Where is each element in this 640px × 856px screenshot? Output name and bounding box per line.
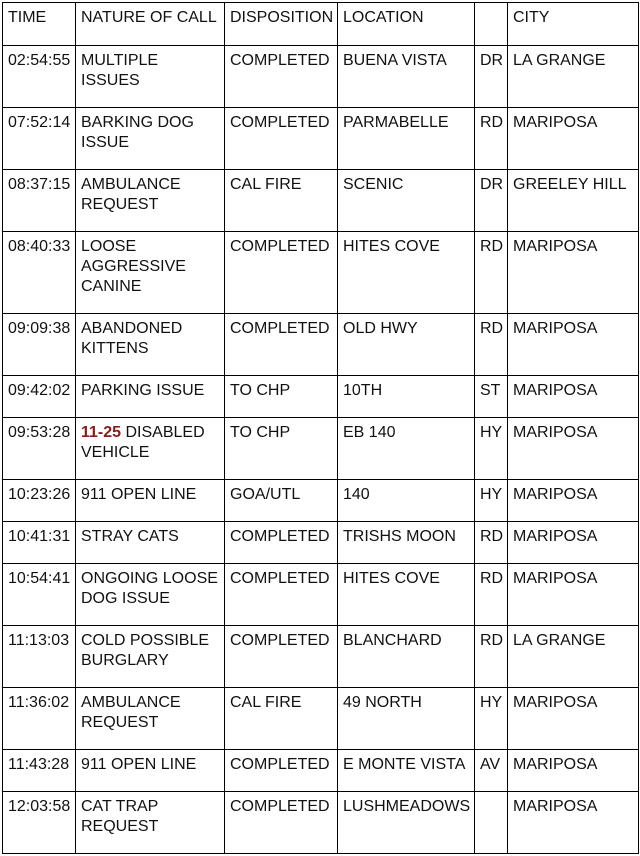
nature-text: 911 OPEN LINE <box>81 756 197 773</box>
cell-disposition: COMPLETED <box>225 108 338 170</box>
cell-street-suffix: RD <box>475 314 508 376</box>
cell-disposition: COMPLETED <box>225 232 338 314</box>
cell-nature-of-call <box>76 626 225 688</box>
table-row <box>3 314 639 376</box>
cell-street-suffix: DR <box>475 46 508 108</box>
cell-city: MARIPOSA <box>508 522 639 564</box>
cell-street-suffix: RD <box>475 108 508 170</box>
cell-city: MARIPOSA <box>508 232 639 314</box>
cell-time: 12:03:58 <box>3 792 76 854</box>
cell-time: 09:53:28 <box>3 418 76 480</box>
table-row <box>3 170 639 232</box>
nature-text: PARKING ISSUE <box>81 382 205 399</box>
cell-location: TRISHS MOON <box>338 522 475 564</box>
header-time: TIME <box>3 3 76 46</box>
cell-location: LUSHMEADOWS <box>338 792 475 854</box>
call-log-table <box>2 2 639 854</box>
cell-disposition: TO CHP <box>225 418 338 480</box>
nature-text: AMBULANCE REQUEST <box>81 176 181 213</box>
cell-nature-of-call <box>76 46 225 108</box>
cell-city: LA GRANGE <box>508 46 639 108</box>
cell-time: 09:09:38 <box>3 314 76 376</box>
cell-disposition: COMPLETED <box>225 46 338 108</box>
cell-time: 11:36:02 <box>3 688 76 750</box>
cell-location: HITES COVE <box>338 564 475 626</box>
nature-text: BARKING DOG ISSUE <box>81 114 194 151</box>
cell-city: MARIPOSA <box>508 792 639 854</box>
cell-time: 08:40:33 <box>3 232 76 314</box>
cell-location: 10TH <box>338 376 475 418</box>
cell-street-suffix: AV <box>475 750 508 792</box>
table-row <box>3 522 639 564</box>
header-location: LOCATION <box>338 3 475 46</box>
table-row <box>3 750 639 792</box>
cell-location: OLD HWY <box>338 314 475 376</box>
cell-street-suffix: RD <box>475 626 508 688</box>
cell-time: 08:37:15 <box>3 170 76 232</box>
nature-text: CAT TRAP REQUEST <box>81 798 159 835</box>
cell-nature-of-call <box>76 688 225 750</box>
cell-disposition: COMPLETED <box>225 626 338 688</box>
cell-time: 09:42:02 <box>3 376 76 418</box>
cell-city: MARIPOSA <box>508 418 639 480</box>
cell-location: E MONTE VISTA <box>338 750 475 792</box>
table-row <box>3 564 639 626</box>
cell-disposition: GOA/UTL <box>225 480 338 522</box>
cell-nature-of-call <box>76 314 225 376</box>
header-disposition: DISPOSITION <box>225 3 338 46</box>
nature-text: ABANDONED KITTENS <box>81 320 183 357</box>
cell-time: 10:41:31 <box>3 522 76 564</box>
cell-city: MARIPOSA <box>508 480 639 522</box>
cell-street-suffix: ST <box>475 376 508 418</box>
nature-text: COLD POSSIBLE BURGLARY <box>81 632 210 669</box>
cell-disposition: COMPLETED <box>225 792 338 854</box>
nature-text: DISABLED VEHICLE <box>81 424 205 461</box>
call-code: 11-25 <box>81 424 122 441</box>
cell-city: MARIPOSA <box>508 314 639 376</box>
cell-disposition: CAL FIRE <box>225 688 338 750</box>
table-row <box>3 108 639 170</box>
cell-location: 49 NORTH <box>338 688 475 750</box>
cell-street-suffix: HY <box>475 418 508 480</box>
header-nature-of-call: NATURE OF CALL <box>76 3 225 46</box>
cell-disposition: TO CHP <box>225 376 338 418</box>
cell-nature-of-call <box>76 170 225 232</box>
cell-disposition: CAL FIRE <box>225 170 338 232</box>
header-city: CITY <box>508 3 639 46</box>
cell-location: HITES COVE <box>338 232 475 314</box>
cell-city: MARIPOSA <box>508 376 639 418</box>
cell-location: BUENA VISTA <box>338 46 475 108</box>
nature-text: STRAY CATS <box>81 528 179 545</box>
cell-time: 07:52:14 <box>3 108 76 170</box>
table-row <box>3 376 639 418</box>
cell-time: 02:54:55 <box>3 46 76 108</box>
cell-city: MARIPOSA <box>508 750 639 792</box>
cell-nature-of-call <box>76 564 225 626</box>
table-row <box>3 418 639 480</box>
table-row <box>3 626 639 688</box>
nature-text: LOOSE AGGRESSIVE CANINE <box>81 238 186 295</box>
cell-disposition: COMPLETED <box>225 522 338 564</box>
cell-disposition: COMPLETED <box>225 314 338 376</box>
cell-street-suffix: RD <box>475 522 508 564</box>
cell-nature-of-call <box>76 480 225 522</box>
cell-disposition: COMPLETED <box>225 750 338 792</box>
nature-text: MULTIPLE ISSUES <box>81 52 159 89</box>
cell-nature-of-call <box>76 376 225 418</box>
cell-street-suffix: HY <box>475 688 508 750</box>
table-row <box>3 232 639 314</box>
cell-nature-of-call <box>76 792 225 854</box>
table-row <box>3 792 639 854</box>
cell-street-suffix: RD <box>475 564 508 626</box>
cell-location: PARMABELLE <box>338 108 475 170</box>
cell-nature-of-call <box>76 108 225 170</box>
header-street-suffix <box>475 3 508 46</box>
cell-time: 10:23:26 <box>3 480 76 522</box>
cell-street-suffix: DR <box>475 170 508 232</box>
cell-city: LA GRANGE <box>508 626 639 688</box>
cell-street-suffix: HY <box>475 480 508 522</box>
table-row <box>3 480 639 522</box>
cell-location: EB 140 <box>338 418 475 480</box>
nature-text: AMBULANCE REQUEST <box>81 694 181 731</box>
cell-time: 11:43:28 <box>3 750 76 792</box>
cell-time: 11:13:03 <box>3 626 76 688</box>
cell-nature-of-call <box>76 750 225 792</box>
cell-location: 140 <box>338 480 475 522</box>
cell-city: MARIPOSA <box>508 688 639 750</box>
cell-city: GREELEY HILL <box>508 170 639 232</box>
cell-nature-of-call <box>76 232 225 314</box>
cell-time: 10:54:41 <box>3 564 76 626</box>
table-row <box>3 688 639 750</box>
cell-nature-of-call <box>76 522 225 564</box>
cell-street-suffix: RD <box>475 232 508 314</box>
header-row <box>3 3 639 46</box>
cell-street-suffix <box>475 792 508 854</box>
cell-location: SCENIC <box>338 170 475 232</box>
nature-text: ONGOING LOOSE DOG ISSUE <box>81 570 218 607</box>
table-row <box>3 46 639 108</box>
cell-city: MARIPOSA <box>508 564 639 626</box>
cell-city: MARIPOSA <box>508 108 639 170</box>
cell-nature-of-call <box>76 418 225 480</box>
cell-disposition: COMPLETED <box>225 564 338 626</box>
cell-location: BLANCHARD <box>338 626 475 688</box>
nature-text: 911 OPEN LINE <box>81 486 197 503</box>
